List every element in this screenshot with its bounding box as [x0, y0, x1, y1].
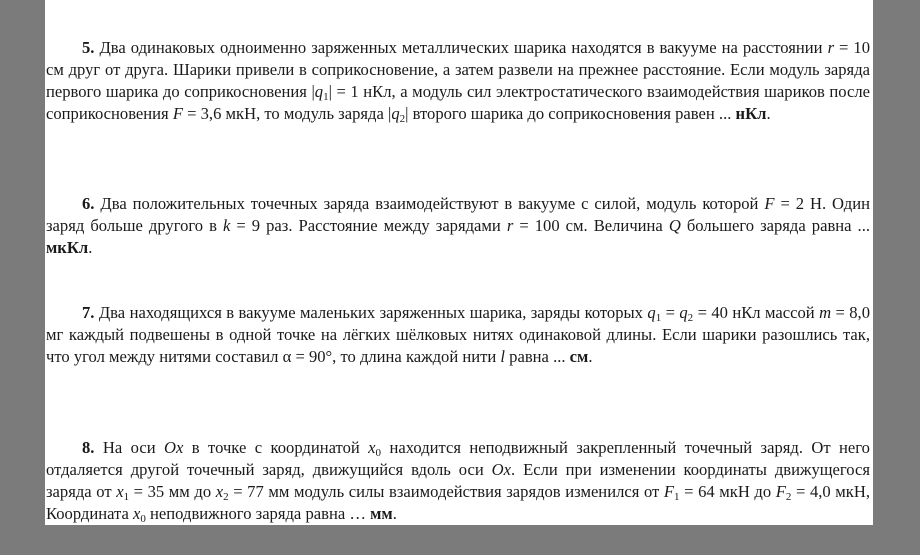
variable-q1: q	[314, 82, 324, 101]
subscript: 1	[655, 312, 662, 324]
problem-text: = 4,0 мкН, Координата	[46, 482, 870, 523]
answer-unit: нКл	[735, 104, 767, 123]
problem-text: На оси	[94, 438, 165, 457]
problem-text: =	[661, 303, 680, 322]
problem-text: находится неподвижный закрепленный точечный заряд. От него отдаляется другой точечный заряд, движущийся вдоль оси	[46, 438, 870, 479]
problem-number: 5.	[82, 38, 95, 57]
variable-r: r	[827, 38, 835, 57]
variable-r: r	[506, 216, 514, 235]
variable-Ox: Ox	[164, 438, 184, 457]
subscript: 0	[375, 447, 382, 459]
subscript: 1	[674, 491, 680, 503]
problem-5	[46, 37, 870, 125]
problem-text: .	[392, 504, 397, 523]
variable-l: l	[500, 347, 506, 366]
problem-text: Два положительных точечных заряда взаимодействуют в вакууме с силой, модуль которой	[94, 194, 765, 213]
document-page	[45, 0, 873, 525]
subscript: 2	[223, 491, 229, 503]
problem-number: 8.	[82, 438, 95, 457]
variable-Q: Q	[668, 216, 681, 235]
variable-x1: x	[116, 482, 124, 501]
variable-m: m	[819, 303, 832, 322]
subscript: 2	[785, 491, 792, 503]
problem-text: = 35 мм до	[129, 482, 216, 501]
problem-6	[46, 193, 870, 259]
problem-text: = 9 раз. Расстояние между зарядами	[230, 216, 507, 235]
variable-q2: q	[679, 303, 688, 322]
problem-text: = 77 мм модуль силы взаимодействия зарядов изменился от	[228, 482, 664, 501]
problem-text: = 40 нКл массой	[693, 303, 820, 322]
answer-unit: мкКл	[46, 238, 89, 257]
problem-text: неподвижного заряда равна …	[145, 504, 371, 523]
problem-8	[46, 437, 870, 525]
subscript: 2	[399, 113, 406, 125]
problem-text: .	[766, 104, 771, 123]
problem-text: = 8,0 мг каждый подвешены в одной точке на лёгких шёлковых нитях одинаковой длины. Если шарики разошлись так, что угол между нитями составил α = 90°, то длина каждой нити	[46, 303, 870, 366]
variable-q1: q	[647, 303, 656, 322]
subscript: 0	[140, 513, 146, 525]
variable-x0: x	[133, 504, 141, 523]
answer-unit: мм	[370, 504, 393, 523]
subscript: 1	[123, 491, 130, 503]
variable-F2: F	[775, 482, 786, 501]
problem-text: | = 1 нКл, а модуль сил электростатического взаимодействия шариков после соприкосновения	[46, 82, 870, 123]
problem-text: = 3,6 мкН, то модуль заряда |	[182, 104, 392, 123]
variable-x0: x	[368, 438, 376, 457]
problem-text: . Если при изменении координаты движущегося заряда от	[46, 460, 871, 501]
problem-text: равна ...	[505, 347, 570, 366]
variable-F1: F	[663, 482, 675, 501]
problem-7	[46, 302, 870, 368]
variable-x2: x	[215, 482, 224, 501]
variable-k: k	[222, 216, 231, 235]
problem-text: .	[588, 347, 593, 366]
variable-F: F	[172, 104, 183, 123]
problem-text: Два находящихся в вакууме маленьких заряженных шарика, заряды которых	[94, 303, 648, 322]
answer-unit: см	[569, 347, 589, 366]
problem-text: большего заряда равна ...	[680, 216, 871, 235]
problem-text: .	[88, 238, 93, 257]
problem-text: = 2 Н. Один заряд больше другого в	[46, 194, 871, 235]
problem-text: | второго шарика до соприкосновения равен ...	[405, 104, 736, 123]
problem-number: 7.	[82, 303, 95, 322]
problem-number: 6.	[82, 194, 95, 213]
problem-text: = 100 см. Величина	[513, 216, 669, 235]
variable-F: F	[764, 194, 775, 213]
subscript: 1	[323, 91, 329, 103]
problem-text: = 10 см друг от друга. Шарики привели в соприкосновение, а затем развели на прежнее расстояние. Если модуль заряда первого шарика до соприкосновения |	[46, 38, 871, 101]
problem-text: = 64 мкН до	[679, 482, 776, 501]
problem-text: в точке с координатой	[183, 438, 369, 457]
problem-text: Два одинаковых одноименно заряженных металлических шарика находятся в вакууме на расстоянии	[94, 38, 828, 57]
subscript: 2	[687, 312, 694, 324]
variable-q2: q	[391, 104, 400, 123]
variable-Ox: Ox	[491, 460, 512, 479]
